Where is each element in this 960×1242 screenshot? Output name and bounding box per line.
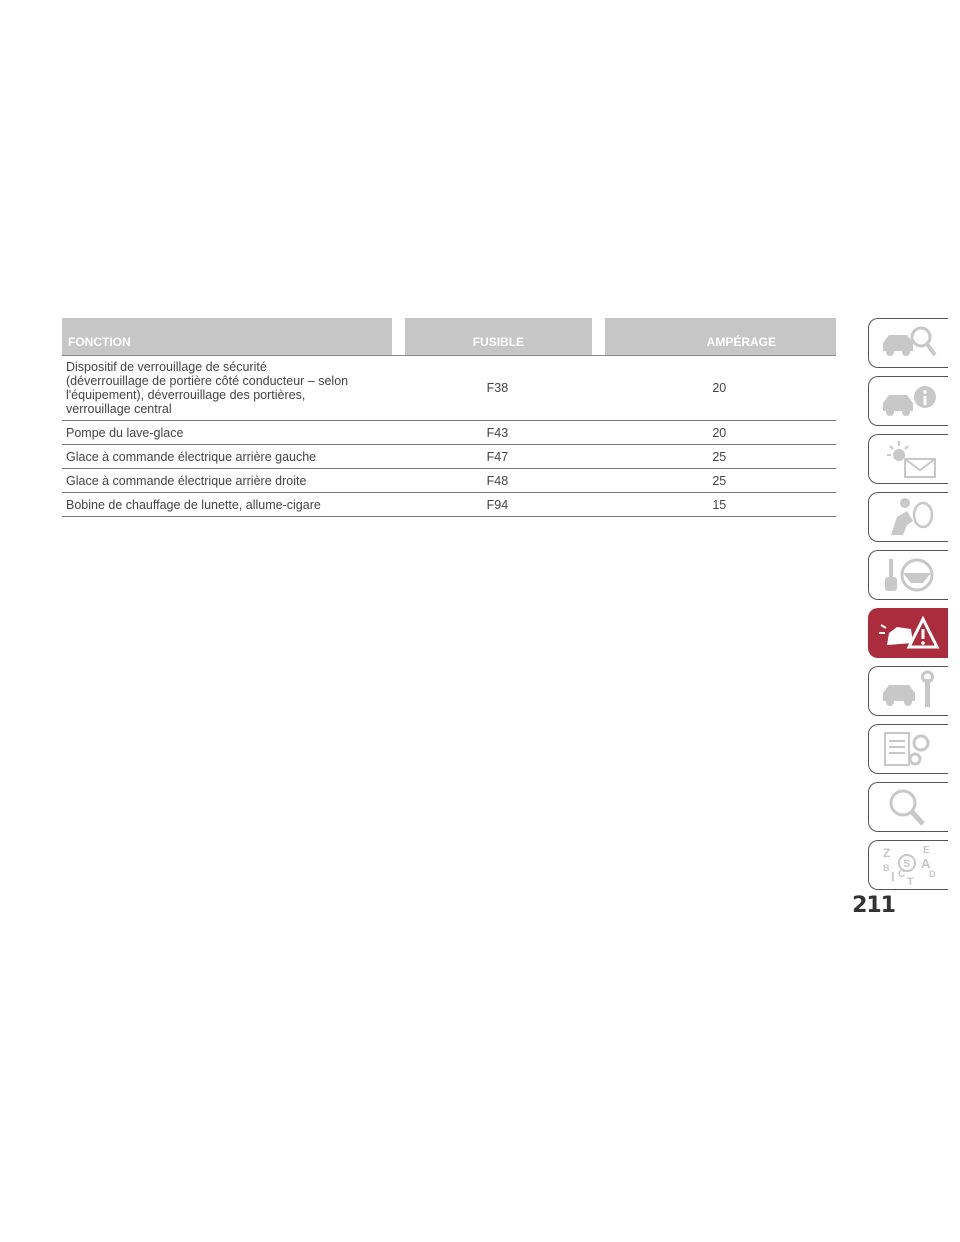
cell-function: Glace à commande électrique arrière gauche: [62, 445, 392, 469]
header-fuse: FUSIBLE: [405, 318, 593, 356]
svg-text:S: S: [902, 858, 910, 870]
svg-text:A: A: [920, 856, 930, 871]
tab-car-info[interactable]: [868, 376, 948, 426]
tab-safety[interactable]: [868, 492, 948, 542]
svg-text:T: T: [906, 876, 914, 887]
tab-warning-lights[interactable]: [868, 434, 948, 484]
cell-fuse: F48: [392, 469, 604, 493]
magnifier-icon: [877, 785, 941, 829]
cell-function: Dispositif de verrouillage de sécurité (déverrouillage de portière côté conducteur – selon l'équipement), déverrouillage des portières, verrouillage central: [62, 356, 392, 421]
svg-text:D: D: [928, 869, 935, 879]
chapter-tabs: [868, 318, 948, 898]
tab-technical-data[interactable]: [868, 724, 948, 774]
cell-amperage: 25: [605, 445, 836, 469]
svg-text:I: I: [890, 869, 895, 884]
tab-search[interactable]: [868, 782, 948, 832]
seat-airbag-icon: [877, 495, 941, 539]
tab-starting-driving[interactable]: [868, 550, 948, 600]
warning-lights-message-icon: [877, 437, 941, 481]
cell-amperage: 20: [605, 421, 836, 445]
table-row: [62, 445, 836, 469]
tab-car-magnifier[interactable]: [868, 318, 948, 368]
svg-text:B: B: [882, 863, 889, 873]
car-magnifier-icon: [877, 321, 941, 365]
table-row: [62, 493, 836, 517]
cell-fuse: F47: [392, 445, 604, 469]
car-wrench-icon: [877, 669, 941, 713]
cell-amperage: 25: [605, 469, 836, 493]
cell-function: Glace à commande électrique arrière droite: [62, 469, 392, 493]
cell-fuse: F94: [392, 493, 604, 517]
car-info-icon: [877, 379, 941, 423]
svg-text:C: C: [897, 869, 905, 880]
page-number: 211: [852, 893, 895, 918]
svg-text:Z: Z: [882, 846, 890, 860]
cell-amperage: 15: [605, 493, 836, 517]
table-row: [62, 356, 836, 421]
document-gears-icon: [877, 727, 941, 771]
table-row: [62, 469, 836, 493]
fuse-table: [62, 318, 836, 517]
cell-function: Bobine de chauffage de lunette, allume-cigare: [62, 493, 392, 517]
cell-fuse: F43: [392, 421, 604, 445]
key-steering-wheel-icon: [877, 553, 941, 597]
table-row: [62, 421, 836, 445]
alphabetical-index-icon: [877, 843, 941, 887]
cell-function: Pompe du lave-glace: [62, 421, 392, 445]
header-amperage: AMPÉRAGE: [605, 318, 836, 356]
tab-emergency[interactable]: [868, 608, 948, 658]
svg-text:E: E: [922, 845, 930, 856]
car-breakdown-triangle-icon: [877, 611, 941, 655]
table-header-row: [62, 318, 836, 356]
cell-fuse: F38: [392, 356, 604, 421]
tab-servicing[interactable]: [868, 666, 948, 716]
cell-amperage: 20: [605, 356, 836, 421]
tab-index[interactable]: [868, 840, 948, 890]
header-function: FONCTION: [62, 318, 392, 356]
